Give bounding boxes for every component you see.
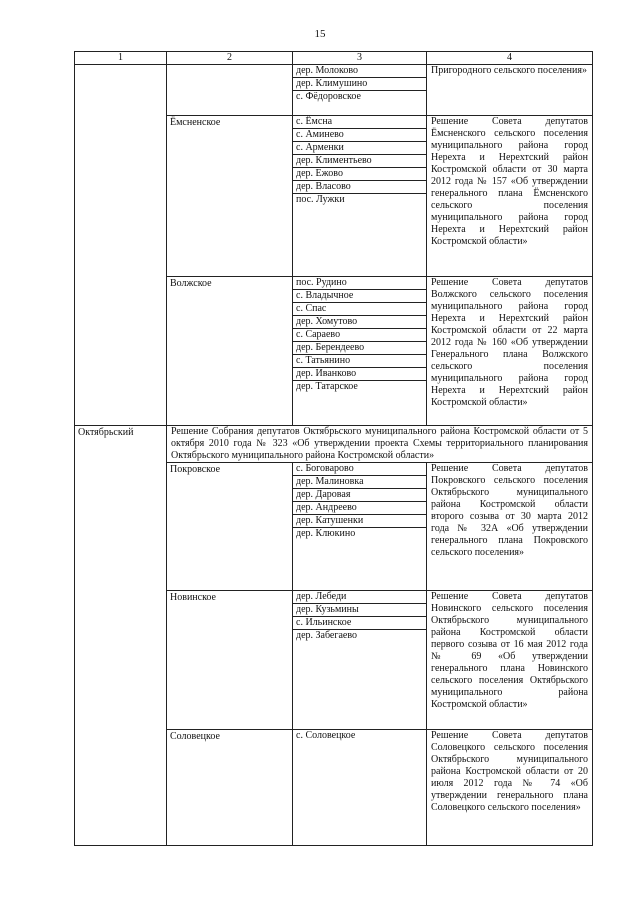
village-item: дер. Ежово — [293, 168, 426, 181]
table-header-row — [75, 52, 593, 65]
village-item: дер. Молоково — [293, 65, 426, 78]
village-item: с. Ёмсна — [293, 116, 426, 129]
page-number: 15 — [314, 28, 326, 40]
settlement-name: Новинское — [167, 591, 293, 730]
settlement-name: Ёмсненское — [167, 116, 293, 277]
village-item: дер. Кузьмины — [293, 604, 426, 617]
column-header-4: 4 — [427, 52, 593, 65]
villages-cell — [293, 730, 427, 846]
table-row — [75, 65, 593, 116]
village-item: дер. Климентьево — [293, 155, 426, 168]
villages-cell — [293, 277, 427, 426]
villages-cell — [293, 591, 427, 730]
village-item: дер. Климушино — [293, 78, 426, 91]
settlement-name: Покровское — [167, 463, 293, 591]
village-item: с. Ильинское — [293, 617, 426, 630]
village-item: дер. Даровая — [293, 489, 426, 502]
village-item: дер. Клюкино — [296, 528, 356, 539]
decision-cell: Решение Совета депутатов Волжского сельского поселения муниципального района город Нерехта и Нерехтский район Костромской области от 22 марта 2012 года № 160 «Об утверждении Генерального плана Волжского сельского поселения муниципального района город Нерехта и Нерехтский район Костромской области» — [427, 277, 593, 426]
decision-cell: Пригородного сельского поселения» — [427, 65, 593, 116]
village-item: с. Арменки — [293, 142, 426, 155]
village-item: с. Сараево — [293, 329, 426, 342]
village-item: с. Боговарово — [293, 463, 426, 476]
village-item: с. Фёдоровское — [296, 91, 361, 102]
village-item: с. Соловецкое — [296, 730, 356, 741]
village-item: дер. Малиновка — [293, 476, 426, 489]
settlement-name: Соловецкое — [167, 730, 293, 846]
village-item: дер. Катушенки — [293, 515, 426, 528]
village-item: с. Татьянино — [293, 355, 426, 368]
decision-cell: Решение Совета депутатов Покровского сельского поселения Октябрьского муниципального района Костромской области второго созыва от 30 марта 2012 года № 32А «Об утверждении генерального плана Покровского сельского поселения» — [427, 463, 593, 591]
village-item: дер. Лебеди — [293, 591, 426, 604]
village-item: дер. Хомутово — [293, 316, 426, 329]
villages-cell — [293, 116, 427, 277]
decision-cell: Решение Совета депутатов Ёмсненского сельского поселения муниципального района город Нерехта и Нерехтский район Костромской области от 30 марта 2012 года № 157 «Об утверждении генерального плана Ёмсненского сельского поселения муниципального района город Нерехта и Нерехтский район Костромской области» — [427, 116, 593, 277]
table-row — [75, 426, 593, 463]
village-item: дер. Иванково — [293, 368, 426, 381]
villages-cell — [293, 65, 427, 116]
decision-cell: Решение Совета депутатов Новинского сельского поселения Октябрьского муниципального района Костромской области первого созыва от 16 мая 2012 года № 69 «Об утверждении генерального плана Новинского сельского поселения Октябрьского муниципального района Костромской области» — [427, 591, 593, 730]
village-item: дер. Берендеево — [293, 342, 426, 355]
village-item: с. Спас — [293, 303, 426, 316]
village-item: дер. Власово — [293, 181, 426, 194]
column-header-3: 3 — [293, 52, 427, 65]
village-item: с. Владычное — [293, 290, 426, 303]
plans-table — [74, 51, 593, 846]
settlement-name: Волжское — [167, 277, 293, 426]
village-item: с. Аминево — [293, 129, 426, 142]
district-name: Октябрьский — [75, 426, 167, 846]
settlement-cell-continued — [167, 65, 293, 116]
villages-cell — [293, 463, 427, 591]
village-item: пос. Рудино — [293, 277, 426, 290]
village-item: дер. Андреево — [293, 502, 426, 515]
decision-cell: Решение Совета депутатов Соловецкого сельского поселения Октябрьского муниципального района Костромской области от 20 июля 2012 года № 74 «Об утверждении генерального плана Соловецкого сельского поселения» — [427, 730, 593, 846]
column-header-1: 1 — [75, 52, 167, 65]
village-item: пос. Лужки — [296, 194, 345, 205]
column-header-2: 2 — [167, 52, 293, 65]
district-decision-cell: Решение Собрания депутатов Октябрьского муниципального района Костромской области от 5 октября 2010 года № 323 «Об утверждении проекта Схемы территориального планирования Октябрьского муниципального района Костромской области» — [167, 426, 593, 463]
district-cell-continued — [75, 65, 167, 426]
village-item: дер. Татарское — [296, 381, 358, 392]
village-item: дер. Забегаево — [296, 630, 358, 641]
